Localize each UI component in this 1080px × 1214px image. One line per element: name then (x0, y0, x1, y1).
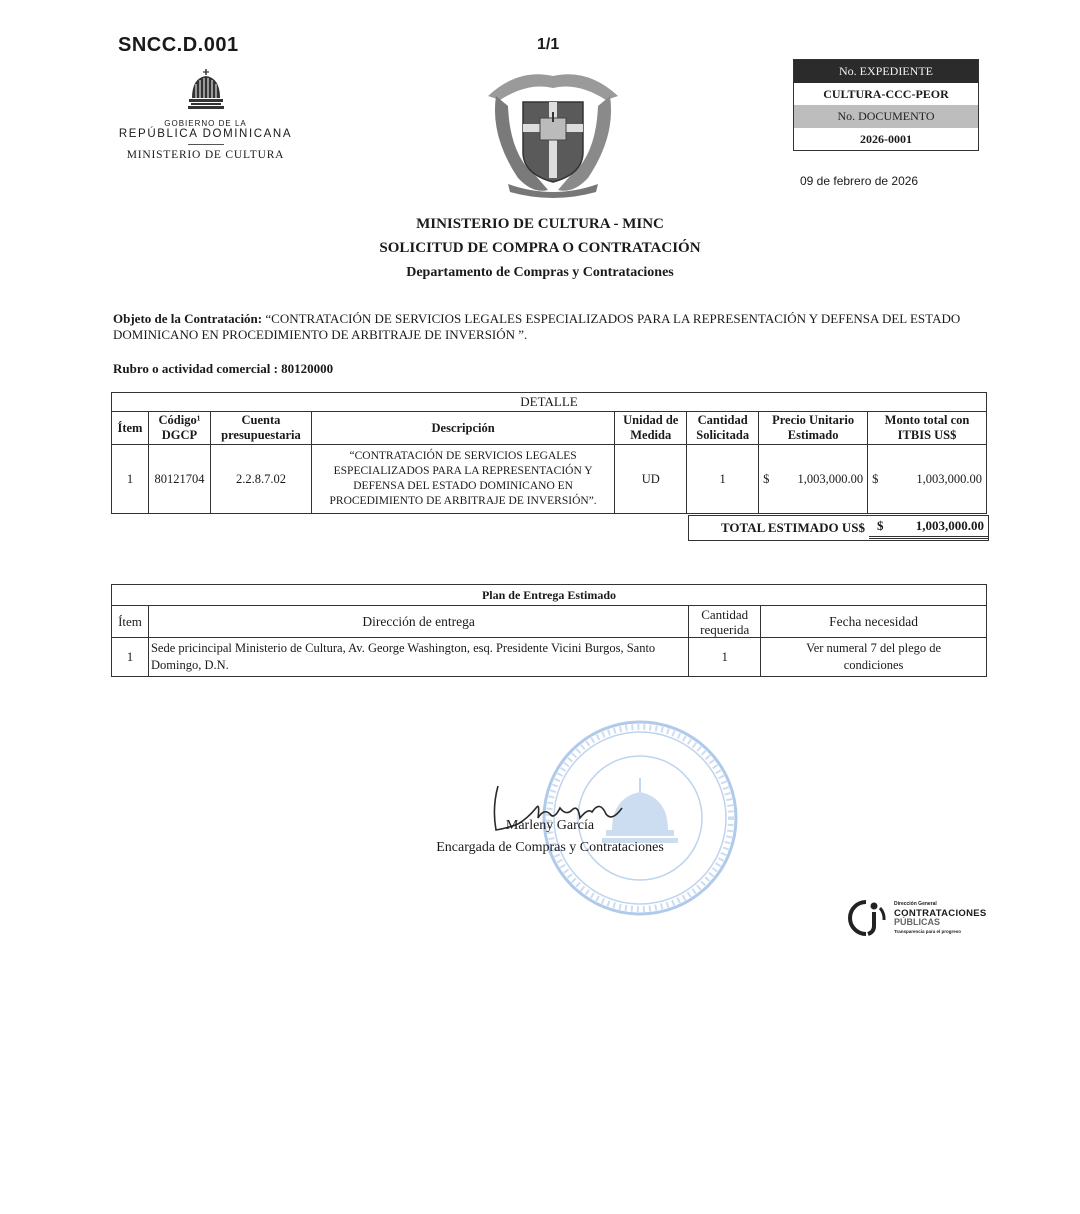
col-monto-a: Monto total con (884, 413, 970, 427)
col-unidad-b: Medida (630, 428, 672, 442)
plan-col-fecha: Fecha necesidad (761, 606, 987, 638)
dgcp-logo-icon (846, 896, 890, 940)
total-value: 1,003,000.00 (915, 517, 984, 533)
detalle-caption: DETALLE (112, 393, 987, 412)
cell-cantidad: 1 (687, 445, 759, 514)
document-date: 09 de febrero de 2026 (800, 174, 919, 188)
plan-cell-direccion: Sede pricincipal Ministerio de Cultura, Av. George Washington, esq. Presidente Vicini Burgos, Santo Domingo, D.N. (148, 638, 688, 677)
col-cantidad-a: Cantidad (697, 413, 748, 427)
gov-divider (188, 144, 224, 145)
plan-col-direccion: Dirección de entrega (148, 606, 688, 638)
gov-line-1: GOBIERNO DE LA (164, 119, 247, 128)
documento-label: No. DOCUMENTO (794, 105, 978, 128)
government-logo-block (108, 68, 303, 161)
dgcp-logo (846, 896, 987, 940)
plan-col-cantidad (689, 606, 761, 638)
col-codigo-b: DGCP (161, 428, 198, 442)
col-precio-b: Estimado (787, 428, 839, 442)
coat-of-arms-icon (478, 66, 628, 202)
col-cantidad-b: Solicitada (696, 428, 750, 442)
cell-descripcion: “CONTRATACIÓN DE SERVICIOS LEGALES ESPECIALIZADOS PARA LA REPRESENTACIÓN Y DEFENSA DEL ESTADO DOMINICANO EN PROCEDIMIENTO DE ARBITRAJE DE INVERSIÓN”. (311, 445, 614, 514)
title-solicitud: SOLICITUD DE COMPRA O CONTRATACIÓN (379, 240, 701, 256)
cell-precio (759, 445, 868, 514)
page-number: 1/1 (537, 36, 560, 53)
col-unidad-a: Unidad de (623, 413, 679, 427)
dgcp-line-4: Transparencia para el progreso (894, 929, 962, 934)
cell-monto (868, 445, 987, 514)
title-department: Departamento de Compras y Contrataciones (406, 265, 674, 280)
col-cuenta (210, 412, 311, 445)
col-cantidad (687, 412, 759, 445)
currency-symbol: $ (763, 471, 770, 486)
form-code: SNCC.D.001 (118, 34, 239, 56)
gov-line-2: REPÚBLICA DOMINICANA (118, 128, 293, 140)
plan-col-item: Ítem (112, 606, 149, 638)
col-monto (868, 412, 987, 445)
title-ministry: MINISTERIO DE CULTURA - MINC (416, 216, 664, 232)
documento-value: 2026-0001 (860, 131, 912, 146)
expediente-value: CULTURA-CCC-PEOR (823, 86, 949, 101)
ministry-name: MINISTERIO DE CULTURA (126, 149, 285, 161)
col-precio-a: Precio Unitario (772, 413, 855, 427)
col-precio (759, 412, 868, 445)
total-estimado (688, 515, 989, 541)
total-currency: $ (877, 517, 884, 533)
expediente-box (793, 59, 979, 151)
precio-value: 1,003,000.00 (797, 471, 864, 486)
signer-role: Encargada de Compras y Contrataciones (436, 840, 664, 855)
plan-cell-fecha: Ver numeral 7 del plego de condiciones (761, 638, 987, 677)
col-descripcion: Descripción (311, 412, 614, 445)
currency-symbol: $ (872, 471, 879, 486)
table-row (112, 445, 987, 514)
signer-name: Marleny García (505, 818, 595, 833)
government-dome-icon (186, 68, 226, 112)
cell-codigo: 80121704 (148, 445, 210, 514)
detalle-table (111, 392, 987, 514)
expediente-label: No. EXPEDIENTE (794, 60, 978, 83)
objeto-contratacion (113, 311, 963, 343)
plan-col-cantidad-b: requerida (700, 621, 750, 637)
monto-value: 1,003,000.00 (916, 471, 982, 486)
col-codigo-a: Código¹ (158, 413, 201, 427)
col-cuenta-a: Cuenta (241, 413, 281, 427)
rubro-actividad: Rubro o actividad comercial : 80120000 (113, 361, 334, 376)
plan-cell-cantidad: 1 (689, 638, 761, 677)
objeto-text: “CONTRATACIÓN DE SERVICIOS LEGALES ESPECIALIZADOS PARA LA REPRESENTACIÓN Y DEFENSA DEL ESTADO DOMINICANO EN PROCEDIMIENTO DE ARBITRAJE DE INVERSIÓN ”. (113, 311, 961, 342)
cell-unidad: UD (615, 445, 687, 514)
col-codigo (148, 412, 210, 445)
plan-caption: Plan de Entrega Estimado (112, 585, 987, 606)
total-label: TOTAL ESTIMADO US$ (720, 520, 865, 535)
col-unidad (615, 412, 687, 445)
col-cuenta-b: presupuestaria (221, 428, 301, 442)
cell-item: 1 (112, 445, 149, 514)
dgcp-line-2: CONTRATACIONES (894, 908, 987, 919)
objeto-label: Objeto de la Contratación: (113, 311, 263, 326)
col-monto-b: ITBIS US$ (897, 428, 957, 442)
signer-block (400, 815, 700, 859)
col-item: Ítem (112, 412, 149, 445)
plan-cell-item: 1 (112, 638, 149, 677)
plan-entrega-table (111, 584, 987, 677)
cell-cuenta: 2.2.8.7.02 (210, 445, 311, 514)
table-row (112, 638, 987, 677)
dgcp-line-1: Dirección General (894, 901, 937, 907)
plan-col-cantidad-a: Cantidad (701, 606, 749, 622)
dgcp-line-3: PÚBLICAS (894, 917, 941, 927)
document-titles (0, 216, 1080, 281)
